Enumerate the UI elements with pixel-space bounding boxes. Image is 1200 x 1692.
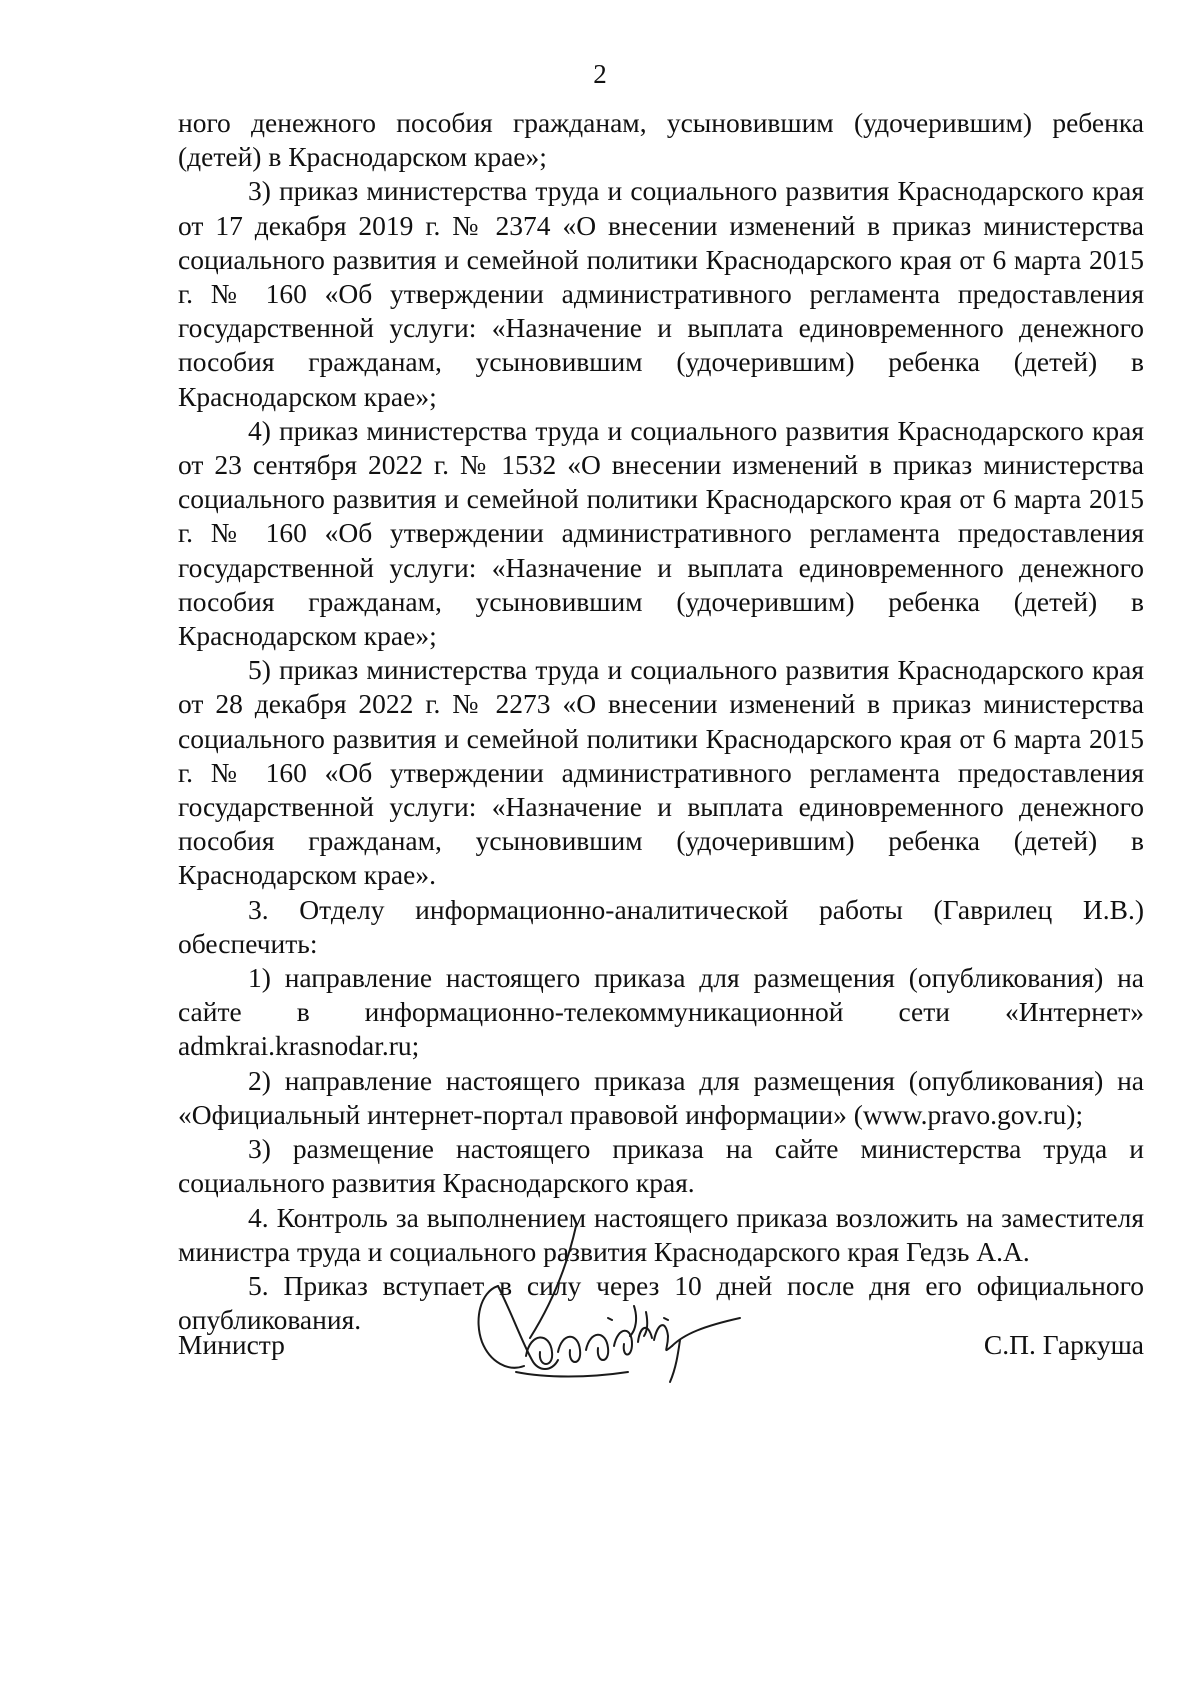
- paragraph-clause-4: 4. Контроль за выполнением настоящего приказа возложить на заместителя министра труда и социального развития Краснодарского края Гедзь А.А.: [178, 1201, 1144, 1267]
- paragraph-item-3-order-2374: 3) приказ министерства труда и социального развития Краснодарского края от 17 декабря 2019 г. № 2374 «О внесении изменений в приказ министерства социального развития и семейной политики Краснодарского края от 6 марта 2015 г. № 160 «Об утверждении административного регламента предоставления государственной услуги: «Назначение и выплата единовременного денежного пособия гражданам, усыновившим (удочерившим) ребенка (детей) в Краснодарском крае»;: [178, 175, 1144, 412]
- handwritten-signature: [468, 1222, 758, 1390]
- paragraph-item-4-order-1532: 4) приказ министерства труда и социального развития Краснодарского края от 23 сентября 2022 г. № 1532 «О внесении изменений в приказ министерства социального развития и семейной политики Краснодарского края от 6 марта 2015 г. № 160 «Об утверждении административного регламента предоставления государственной услуги: «Назначение и выплата единовременного денежного пособия гражданам, усыновившим (удочерившим) ребенка (детей) в Краснодарском крае»;: [178, 414, 1144, 652]
- page-number: 2: [593, 59, 607, 89]
- paragraph-continuation: ного денежного пособия гражданам, усыновившим (удочерившим) ребенка (детей) в Краснодарском крае»;: [178, 107, 1144, 173]
- signer-name: С.П. Гаркуша: [983, 1329, 1144, 1360]
- paragraph-clause-3-item-1: 1) направление настоящего приказа для размещения (опубликования) на сайте в информационно-телекоммуникационной сети «Интернет» admkrai.krasnodar.ru;: [178, 962, 1144, 1062]
- paragraph-clause-3-item-3: 3) размещение настоящего приказа на сайте министерства труда и социального развития Краснодарского края.: [178, 1133, 1144, 1199]
- signer-title: Министр: [178, 1329, 285, 1360]
- paragraph-clause-3-item-2: 2) направление настоящего приказа для размещения (опубликования) на «Официальный интернет-портал правовой информации» (www.pravo.gov.ru);: [178, 1064, 1144, 1130]
- paragraph-clause-5: 5. Приказ вступает в силу через 10 дней после дня его официального опубликования.: [178, 1269, 1144, 1336]
- paragraph-item-5-order-2273: 5) приказ министерства труда и социального развития Краснодарского края от 28 декабря 2022 г. № 2273 «О внесении изменений в приказ министерства социального развития и семейной политики Краснодарского края от 6 марта 2015 г. № 160 «Об утверждении административного регламента предоставления государственной услуги: «Назначение и выплата единовременного денежного пособия гражданам, усыновившим (удочерившим) ребенка (детей) в Краснодарском крае».: [178, 654, 1144, 891]
- document-body: [178, 106, 1144, 1337]
- paragraph-clause-3: 3. Отделу информационно-аналитической работы (Гаврилец И.В.) обеспечить:: [178, 893, 1144, 959]
